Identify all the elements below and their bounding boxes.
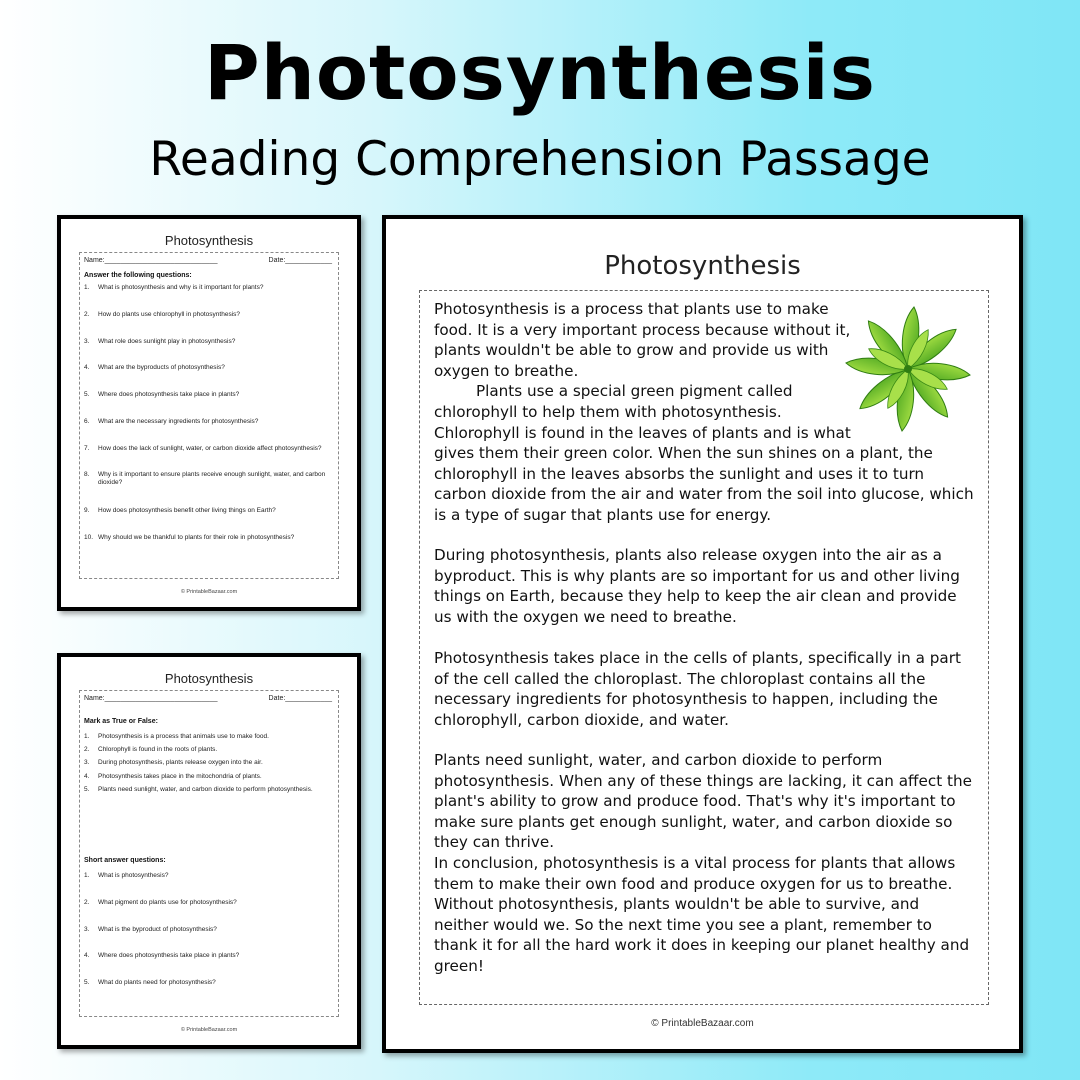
true-false-item	[84, 786, 334, 794]
worksheet-frame	[79, 252, 339, 579]
question-item	[84, 338, 334, 346]
name-date-row	[84, 257, 332, 264]
passage-line: Chlorophyll is found in the leaves of plants and is what	[434, 423, 851, 442]
instructions-heading: Answer the following questions:	[84, 272, 192, 279]
question-item	[84, 418, 334, 426]
question-number: 5.	[84, 391, 90, 398]
true-false-item	[84, 746, 334, 754]
passage-line-text: Plants use a special green pigment called	[476, 382, 793, 401]
passage-line: food. It is a very important process because without it,	[434, 320, 851, 339]
passage-frame	[419, 290, 989, 1005]
question-number: 9.	[84, 507, 90, 514]
short-answer-item	[84, 979, 334, 987]
worksheet-title: Photosynthesis	[164, 671, 254, 686]
item-text: What pigment do plants use for photosynthesis?	[98, 899, 237, 906]
item-text: During photosynthesis, plants release oxygen into the air.	[98, 759, 263, 766]
passage-line: Photosynthesis is a process that plants use to make	[434, 300, 829, 318]
question-text: What role does sunlight play in photosynthesis?	[98, 338, 236, 345]
copyright-footer: © PrintableBazaar.com	[180, 589, 238, 595]
question-number: 8.	[84, 471, 90, 478]
passage-paragraph-1	[434, 299, 974, 526]
question-number: 7.	[84, 445, 90, 452]
page-title: Photosynthesis	[204, 28, 876, 117]
passage-paragraph-3: During photosynthesis, plants also release oxygen into the air as a byproduct. This is why plants are so important for us and other living things on Earth, because they help to keep the air clean and provide us with the oxygen we need to breathe.	[434, 546, 960, 626]
question-item	[84, 311, 334, 319]
question-item	[84, 534, 334, 542]
passage-paragraph-4: Photosynthesis takes place in the cells of plants, specifically in a part of the cell called the chloroplast. The chloroplast contains all the necessary ingredients for photosynthesis to happen, including the chlorophyll, carbon dioxide, and water.	[434, 649, 961, 729]
question-number: 4.	[84, 364, 90, 371]
question-number: 2.	[84, 311, 90, 318]
name-date-row	[84, 695, 332, 702]
short-answer-item	[84, 872, 334, 880]
passage-line: oxygen to breathe.	[434, 361, 579, 380]
question-item	[84, 364, 334, 372]
question-item	[84, 507, 334, 515]
passage-line	[434, 381, 974, 402]
question-item	[84, 445, 334, 453]
question-number: 6.	[84, 418, 90, 425]
item-number: 1.	[84, 733, 90, 740]
true-false-heading: Mark as True or False:	[84, 718, 158, 725]
short-answer-heading: Short answer questions:	[84, 857, 166, 864]
item-number: 2.	[84, 746, 90, 753]
worksheet-questions-preview	[57, 215, 361, 611]
copyright-footer: © PrintableBazaar.com	[651, 1018, 754, 1029]
short-answer-item	[84, 899, 334, 907]
item-number: 3.	[84, 926, 90, 933]
true-false-item	[84, 773, 334, 781]
passage-line: plants wouldn't be able to grow and provide us with	[434, 341, 829, 360]
question-text: How does the lack of sunlight, water, or carbon dioxide affect photosynthesis?	[98, 445, 322, 452]
question-text: How does photosynthesis benefit other living things on Earth?	[98, 507, 276, 514]
item-text: Plants need sunlight, water, and carbon dioxide to perform photosynthesis.	[98, 786, 313, 793]
passage-paragraph-5: Plants need sunlight, water, and carbon dioxide to perform photosynthesis. When any of these things are lacking, it can affect the plant's ability to grow and produce food. That's why it's important to make sure plants get enough sunlight, water, and carbon dioxide so they can thrive.	[434, 751, 972, 852]
item-number: 4.	[84, 952, 90, 959]
question-text: Why should we be thankful to plants for their role in photosynthesis?	[98, 534, 295, 541]
worksheet-frame	[79, 690, 339, 1017]
item-text: Chlorophyll is found in the roots of plants.	[98, 746, 218, 753]
question-item	[84, 391, 334, 399]
question-text: How do plants use chlorophyll in photosynthesis?	[98, 311, 241, 318]
question-text: What are the necessary ingredients for photosynthesis?	[98, 418, 259, 425]
question-text: What is photosynthesis and why is it important for plants?	[98, 284, 264, 291]
item-number: 1.	[84, 872, 90, 879]
item-text: Photosynthesis is a process that animals use to make food.	[98, 733, 269, 740]
passage-title: Photosynthesis	[604, 251, 801, 281]
page-subtitle: Reading Comprehension Passage	[149, 132, 931, 187]
copyright-footer: © PrintableBazaar.com	[180, 1027, 238, 1033]
item-number: 2.	[84, 899, 90, 906]
item-number: 4.	[84, 773, 90, 780]
passage-line: chlorophyll to help them with photosynthesis.	[434, 402, 782, 421]
question-item	[84, 471, 334, 487]
question-number: 1.	[84, 284, 90, 291]
item-text: What is photosynthesis?	[98, 872, 169, 879]
question-text: Where does photosynthesis take place in plants?	[98, 391, 240, 398]
name-field-label: Name:_____________________________	[84, 257, 218, 264]
question-number: 3.	[84, 338, 90, 345]
short-answer-item	[84, 952, 334, 960]
true-false-item	[84, 733, 334, 741]
item-number: 5.	[84, 786, 90, 793]
item-text: What is the byproduct of photosynthesis?	[98, 926, 217, 933]
item-text: What do plants need for photosynthesis?	[98, 979, 216, 986]
item-text: Where does photosynthesis take place in plants?	[98, 952, 240, 959]
question-text: What are the byproducts of photosynthesis?	[98, 364, 225, 371]
short-answer-item	[84, 926, 334, 934]
reading-passage-page	[382, 215, 1023, 1053]
item-number: 5.	[84, 979, 90, 986]
question-text: Why is it important to ensure plants receive enough sunlight, water, and carbon dioxide?	[98, 471, 326, 486]
true-false-item	[84, 759, 334, 767]
date-field-label: Date:____________	[268, 695, 332, 702]
question-number: 10.	[84, 534, 94, 541]
name-field-label: Name:_____________________________	[84, 695, 218, 702]
question-item	[84, 284, 334, 292]
worksheet-true-false-preview	[57, 653, 361, 1049]
item-text: Photosynthesis takes place in the mitochondria of plants.	[98, 773, 262, 780]
worksheet-title: Photosynthesis	[164, 233, 254, 248]
passage-paragraph-6: In conclusion, photosynthesis is a vital process for plants that allows them to make their own food and produce oxygen for us to breathe. Without photosynthesis, plants wouldn't be able to survive, and neither would we. So the next time you see a plant, remember to thank it for all the hard work it does in keeping our planet healthy and green!	[434, 854, 970, 975]
passage-line: gives them their green color. When the sun shines on a plant, the chlorophyll in the leaves absorbs the sunlight and uses it to turn carbon dioxide from the air and water from the soil into glucose, which is a type of sugar that plants use for energy.	[434, 444, 974, 524]
date-field-label: Date:____________	[268, 257, 332, 264]
item-number: 3.	[84, 759, 90, 766]
